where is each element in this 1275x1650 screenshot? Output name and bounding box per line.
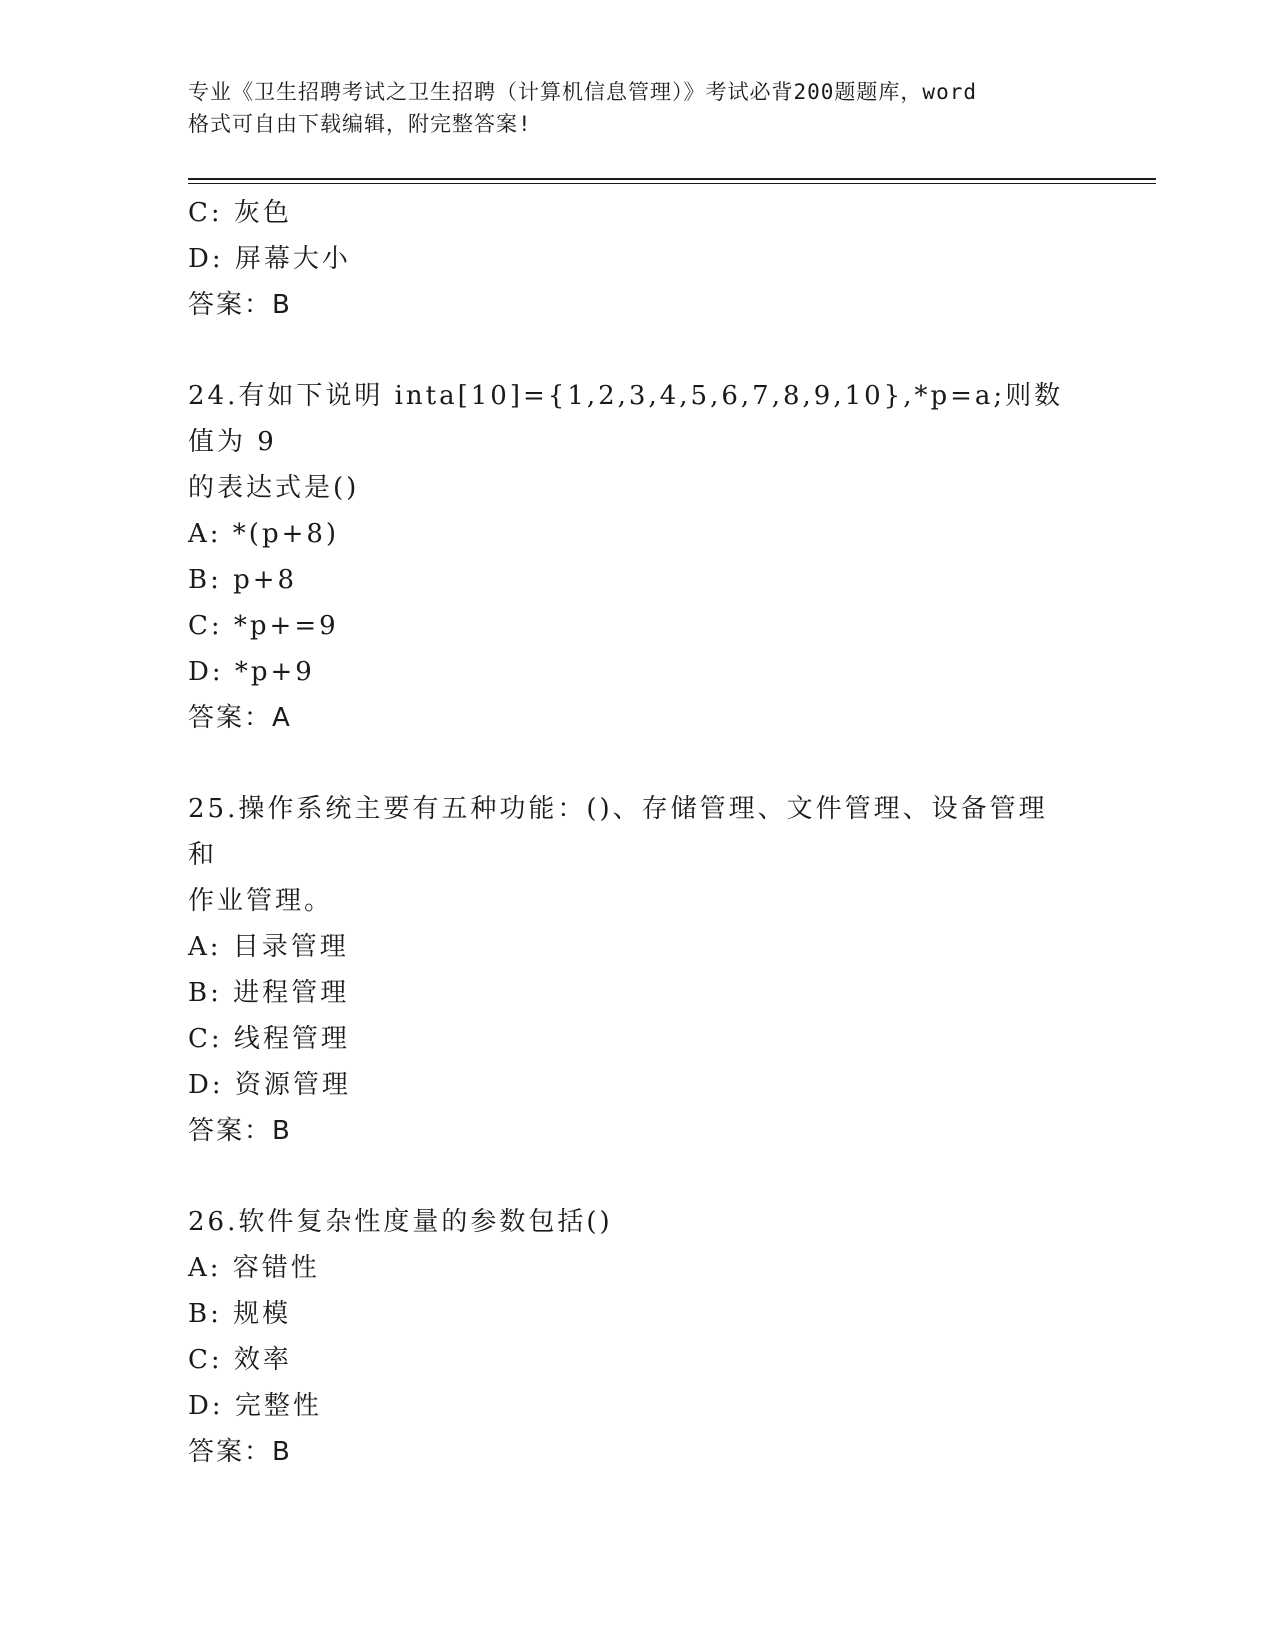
question-stem [188,1199,1068,1245]
spacer [188,328,1088,373]
header-line-2: 格式可自由下载编辑，附完整答案! [188,112,532,136]
question-stem [188,786,1068,924]
header-divider-thin [188,183,1156,184]
option-b: B: 进程管理 [188,978,350,1008]
question-stem-line-1: 25.操作系统主要有五种功能：()、存储管理、文件管理、设备管理和 [188,794,1048,870]
spacer [188,741,1088,786]
option-c: C: 灰色 [188,198,292,228]
question-stem [188,373,1068,511]
option-d: D: *p+9 [188,657,315,687]
question-26 [188,1199,1088,1475]
question-25 [188,786,1088,1154]
question-24 [188,373,1088,741]
header-line-1: 专业《卫生招聘考试之卫生招聘（计算机信息管理）》考试必背200题题库，word [188,80,977,104]
carryover-question [188,190,1088,328]
answer-line: 答案：A [188,703,292,733]
option-c: C: *p+=9 [188,611,339,641]
question-stem-line-2: 作业管理。 [188,886,334,916]
option-b: B: 规模 [188,1299,292,1329]
option-d: D: 屏幕大小 [188,244,351,274]
answer-line: 答案：B [188,1116,292,1146]
spacer [188,1154,1088,1199]
answer-line: 答案：B [188,1437,292,1467]
option-b: B: p+8 [188,565,298,595]
option-d: D: 完整性 [188,1391,322,1421]
page-header [188,76,1088,140]
header-divider-thick [188,178,1156,180]
option-c: C: 线程管理 [188,1024,350,1054]
option-a: A: 容错性 [188,1253,320,1283]
option-c: C: 效率 [188,1345,292,1375]
question-stem-line-1: 24.有如下说明 inta[10]={1,2,3,4,5,6,7,8,9,10},*p=a;则数值为 9 [188,381,1064,457]
answer-line: 答案：B [188,290,292,320]
document-body [188,190,1088,1475]
option-a: A: *(p+8) [188,519,340,549]
option-a: A: 目录管理 [188,932,349,962]
option-d: D: 资源管理 [188,1070,351,1100]
question-stem-line-2: 的表达式是() [188,473,360,503]
question-stem-line-1: 26.软件复杂性度量的参数包括() [188,1207,613,1237]
